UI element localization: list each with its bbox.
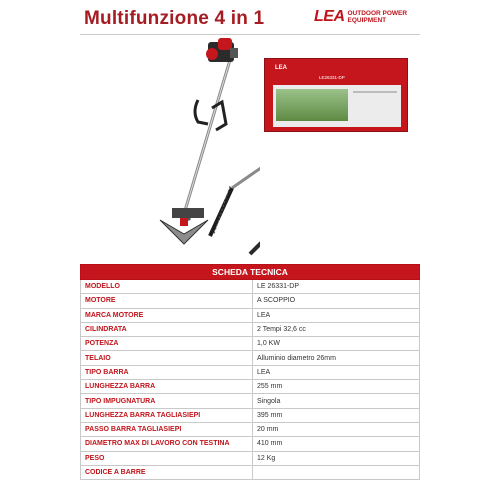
product-image: [80, 38, 260, 260]
spec-value: Alluminio diametro 26mm: [253, 351, 420, 365]
spec-label: DIAMETRO MAX DI LAVORO CON TESTINA: [81, 437, 253, 451]
spec-value: Singola: [253, 394, 420, 408]
spec-row: [81, 465, 420, 479]
brand-tagline: [348, 10, 408, 24]
spec-label: CILINDRATA: [81, 322, 253, 336]
spec-value: LEA: [253, 308, 420, 322]
spec-label: PASSO BARRA TAGLIASIEPI: [81, 422, 253, 436]
brand-mark: LEA: [314, 8, 345, 25]
spec-row: [81, 451, 420, 465]
product-sheet: [70, 0, 430, 500]
spec-row: [81, 422, 420, 436]
spec-value: A SCOPPIO: [253, 294, 420, 308]
brand-logo: [314, 8, 407, 26]
spec-table-body: [81, 280, 420, 480]
spec-value: [253, 465, 420, 479]
spec-label: TIPO IMPUGNATURA: [81, 394, 253, 408]
brushcutter-head: [160, 208, 208, 244]
spec-row: [81, 351, 420, 365]
box-brand: LEA: [275, 65, 287, 71]
spec-row: [81, 365, 420, 379]
hedge-trimmer-attachment: [210, 156, 260, 236]
spec-value: LEA: [253, 365, 420, 379]
spec-value: 1,0 KW: [253, 337, 420, 351]
page-title: Multifunzione 4 in 1: [84, 8, 265, 29]
engine-block: [206, 38, 238, 62]
spec-label: TIPO BARRA: [81, 365, 253, 379]
spec-table: [80, 264, 420, 480]
box-text-line: [353, 91, 397, 93]
spec-label: MARCA MOTORE: [81, 308, 253, 322]
product-box-image: [264, 58, 408, 132]
box-model: LE26331-DP: [319, 75, 345, 80]
box-photo: [276, 89, 348, 121]
spec-row: [81, 408, 420, 422]
box-panel: [273, 85, 401, 127]
spec-row: [81, 394, 420, 408]
brand-tagline-line1: OUTDOOR POWER: [347, 10, 408, 17]
spec-value: 12 Kg: [253, 451, 420, 465]
spec-label: CODICE A BARRE: [81, 465, 253, 479]
spec-row: [81, 437, 420, 451]
spec-label: TELAIO: [81, 351, 253, 365]
spec-value: 410 mm: [253, 437, 420, 451]
spec-label: LUNGHEZZA BARRA: [81, 380, 253, 394]
spec-row: [81, 280, 420, 294]
spec-row: [81, 322, 420, 336]
spec-value: 2 Tempi 32,6 cc: [253, 322, 420, 336]
spec-value: 395 mm: [253, 408, 420, 422]
spec-table-heading: SCHEDA TECNICA: [81, 265, 420, 280]
spec-row: [81, 337, 420, 351]
spec-label: PESO: [81, 451, 253, 465]
spec-label: POTENZA: [81, 337, 253, 351]
title-divider: [80, 34, 420, 35]
spec-label: LUNGHEZZA BARRA TAGLIASIEPI: [81, 408, 253, 422]
pole-saw-attachment: [250, 168, 260, 254]
brand-tagline-line2: EQUIPMENT: [347, 17, 387, 24]
spec-value: 255 mm: [253, 380, 420, 394]
spec-label: MOTORE: [81, 294, 253, 308]
spec-label: MODELLO: [81, 280, 253, 294]
spec-row: [81, 294, 420, 308]
spec-table-header-row: [81, 265, 420, 280]
spec-row: [81, 380, 420, 394]
spec-row: [81, 308, 420, 322]
spec-value: LE 26331-DP: [253, 280, 420, 294]
spec-value: 20 mm: [253, 422, 420, 436]
